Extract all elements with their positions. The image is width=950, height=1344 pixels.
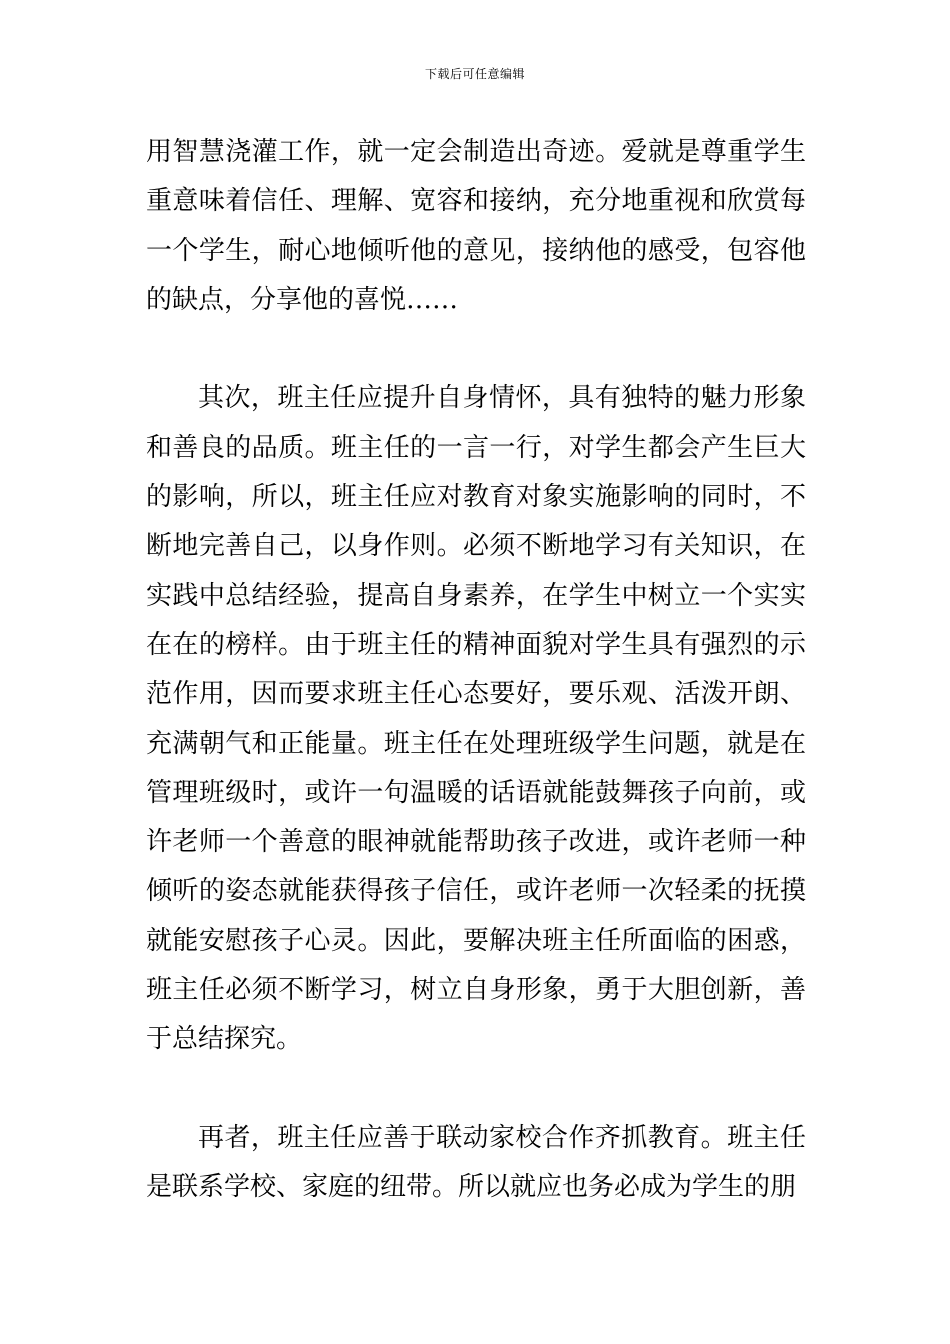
document-body [146,128,806,1213]
page-header: 下载后可任意编辑 [424,67,525,81]
paragraph-3: 再者，班主任应善于联动家校合作齐抓教育。班主任是联系学校、家庭的纽带。所以就应也务必成为学生的朋 [146,1122,806,1203]
paragraph-spacer [146,1065,806,1114]
paragraph-2: 其次，班主任应提升自身情怀，具有独特的魅力形象和善良的品质。班主任的一言一行，对学生都会产生巨大的影响，所以，班主任应对教育对象实施影响的同时，不断地完善自己，以身作则。必须不断地学习有关知识，在实践中总结经验，提高自身素养，在学生中树立一个实实在在的榜样。由于班主任的精神面貌对学生具有强烈的示范作用，因而要求班主任心态要好，要乐观、活泼开朗、充满朝气和正能量。班主任在处理班级学生问题，就是在管理班级时，或许一句温暖的话语就能鼓舞孩子向前，或许老师一个善意的眼神就能帮助孩子改进，或许老师一种倾听的姿态就能获得孩子信任，或许老师一次轻柔的抚摸就能安慰孩子心灵。因此，要解决班主任所面临的困惑，班主任必须不断学习，树立自身形象，勇于大胆创新，善于总结探究。 [146,383,806,1055]
paragraph-1: 用智慧浇灌工作，就一定会制造出奇迹。爱就是尊重学生重意味着信任、理解、宽容和接纳，充分地重视和欣赏每一个学生，耐心地倾听他的意见，接纳他的感受，包容他的缺点，分享他的喜悦…… [146,137,806,315]
paragraph-spacer [146,325,806,374]
